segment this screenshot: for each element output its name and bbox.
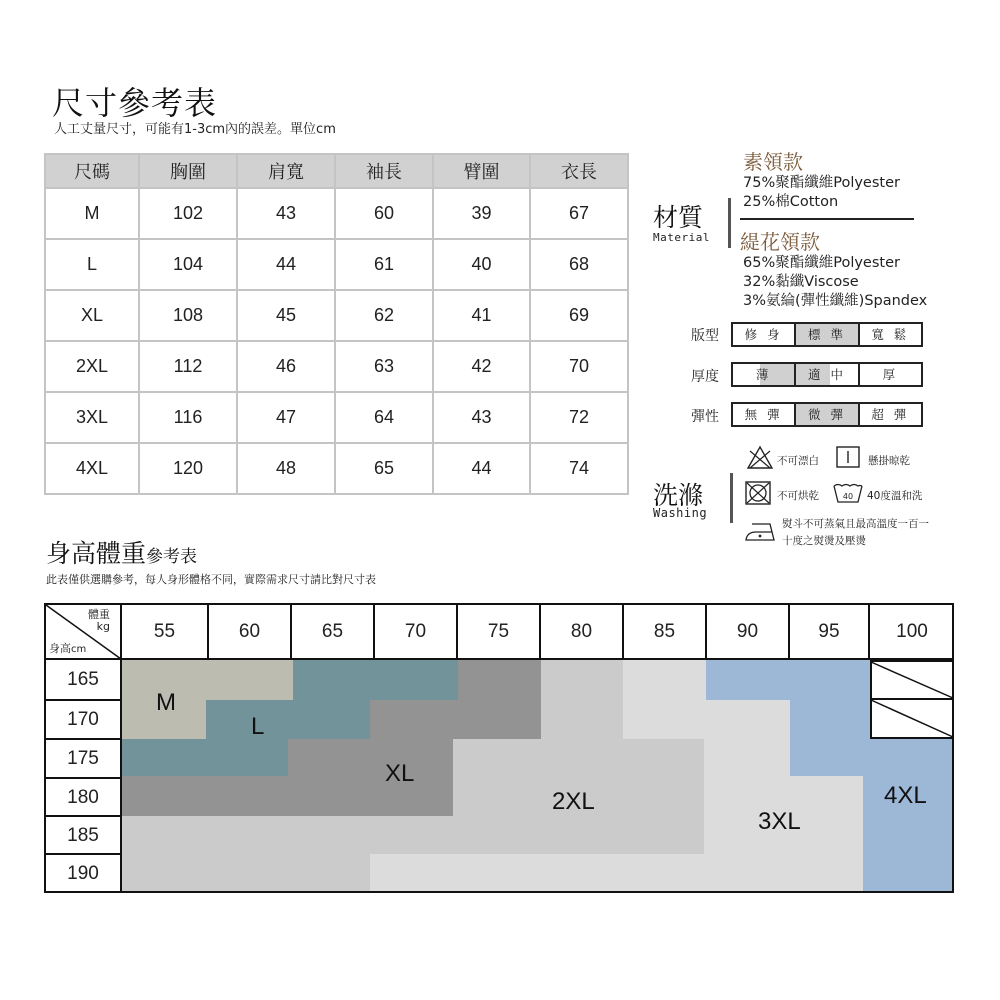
washing-label: 洗滌 — [653, 481, 704, 510]
body-chart-title-main: 身高體重 — [46, 539, 147, 568]
chest-cell: 104 — [139, 239, 237, 290]
weight-header: 55 — [122, 603, 209, 660]
size-cell: 2XL — [45, 341, 139, 392]
shoulder-cell: 47 — [237, 392, 335, 443]
stretch-label: 彈性 — [691, 409, 719, 425]
arm-cell: 44 — [433, 443, 530, 494]
arm-cell: 39 — [433, 188, 530, 239]
wash-40-text: 40度溫和洗 — [867, 490, 923, 502]
height-row-label: 165 — [67, 669, 99, 690]
no-tumble-dry-icon — [744, 480, 772, 506]
material-label: 材質 — [653, 203, 704, 232]
column-header: 袖長 — [335, 154, 433, 188]
arm-cell: 41 — [433, 290, 530, 341]
size-table — [44, 153, 629, 495]
stretch-option-high: 超 彈 — [858, 404, 921, 425]
iron-text-line1: 熨斗不可蒸氣且最高溫度一百一 — [782, 518, 929, 530]
weight-header: 100 — [896, 621, 928, 642]
weight-header: 65 — [292, 603, 375, 660]
composition-line: 3%氨綸(彈性纖維)Spandex — [743, 293, 928, 309]
fit-option-slim: 修 身 — [733, 324, 794, 345]
thickness-scale — [731, 362, 923, 387]
size-cell: M — [45, 188, 139, 239]
material-divider-bar — [728, 198, 731, 248]
no-bleach-text: 不可漂白 — [777, 455, 819, 467]
page-subtitle: 人工丈量尺寸，可能有1-3cm內的誤差。單位cm — [54, 122, 336, 137]
column-header: 胸圍 — [139, 154, 237, 188]
weight-axis-label: 體重 — [88, 608, 110, 621]
length-cell: 70 — [530, 341, 628, 392]
size-cell: 4XL — [45, 443, 139, 494]
thickness-option-medium: 適 中 — [794, 364, 857, 385]
wash-temp-value: 40 — [842, 492, 854, 501]
size-table-header — [45, 154, 628, 188]
no-bleach-icon — [746, 445, 774, 470]
shoulder-cell: 43 — [237, 188, 335, 239]
weight-axis-unit: kg — [96, 620, 110, 633]
weight-header: 95 — [790, 603, 870, 660]
thickness-label: 厚度 — [691, 369, 719, 385]
washing-label-en: Washing — [653, 506, 708, 520]
sleeve-cell: 65 — [335, 443, 433, 494]
zone-label-4xl: 4XL — [884, 782, 927, 809]
height-axis-label-text: 身高 — [49, 642, 71, 655]
hang-dry-text: 懸掛晾乾 — [868, 455, 910, 467]
fit-option-loose: 寬 鬆 — [858, 324, 921, 345]
table-row — [45, 392, 628, 443]
composition-line: 25%棉Cotton — [743, 194, 839, 210]
sleeve-cell: 62 — [335, 290, 433, 341]
weight-header: 90 — [707, 603, 790, 660]
column-header: 尺碼 — [45, 154, 139, 188]
height-row-label: 175 — [44, 738, 122, 777]
hang-dry-icon — [836, 446, 860, 468]
table-row — [45, 443, 628, 494]
arm-cell: 43 — [433, 392, 530, 443]
sleeve-cell: 64 — [335, 392, 433, 443]
fit-label: 版型 — [691, 328, 719, 344]
chest-cell: 102 — [139, 188, 237, 239]
height-row-label: 190 — [44, 853, 122, 892]
chest-cell: 108 — [139, 290, 237, 341]
thickness-option-thick: 厚 — [858, 364, 921, 385]
column-header: 肩寬 — [237, 154, 335, 188]
size-cell: L — [45, 239, 139, 290]
arm-cell: 42 — [433, 341, 530, 392]
zone-label-2xl: 2XL — [552, 788, 595, 815]
table-row — [45, 290, 628, 341]
sleeve-cell: 63 — [335, 341, 433, 392]
zone-label-xl: XL — [385, 760, 415, 787]
iron-low-icon — [744, 518, 776, 544]
length-cell: 68 — [530, 239, 628, 290]
material-label-en: Material — [653, 231, 710, 244]
body-chart-subtitle: 此表僅供選購參考，每人身形體格不同，實際需求尺寸請比對尺寸表 — [46, 573, 376, 586]
page-title: 尺寸參考表 — [52, 84, 218, 122]
plain-collar-composition — [743, 174, 900, 212]
height-axis-unit: cm — [71, 644, 87, 655]
shoulder-cell: 46 — [237, 341, 335, 392]
shoulder-cell: 44 — [237, 239, 335, 290]
weight-header: 85 — [624, 603, 707, 660]
thickness-option-thin: 薄 — [733, 364, 794, 385]
size-cell: 3XL — [45, 392, 139, 443]
jacquard-collar-composition — [743, 254, 927, 311]
body-chart-title — [46, 534, 197, 570]
height-row-label: 180 — [44, 777, 122, 816]
table-row — [45, 239, 628, 290]
fit-scale — [731, 322, 923, 347]
fit-option-regular: 標 準 — [794, 324, 857, 345]
washing-divider-bar — [730, 473, 733, 523]
height-row-label: 170 — [44, 699, 122, 739]
zone-label-3xl: 3XL — [758, 808, 801, 835]
chart-frame — [44, 603, 954, 893]
weight-header: 60 — [209, 603, 292, 660]
column-header: 臂圍 — [433, 154, 530, 188]
composition-line: 32%黏纖Viscose — [743, 274, 859, 290]
jacquard-collar-heading: 緹花領款 — [740, 230, 820, 254]
column-header: 衣長 — [530, 154, 628, 188]
stretch-scale — [731, 402, 923, 427]
composition-line: 65%聚酯纖維Polyester — [743, 255, 900, 271]
size-cell: XL — [45, 290, 139, 341]
length-cell: 69 — [530, 290, 628, 341]
height-weight-chart — [44, 603, 954, 893]
length-cell: 72 — [530, 392, 628, 443]
plain-collar-heading: 素領款 — [743, 150, 803, 174]
shoulder-cell: 48 — [237, 443, 335, 494]
arm-cell: 40 — [433, 239, 530, 290]
body-chart-title-suffix: 參考表 — [146, 547, 198, 567]
shoulder-cell: 45 — [237, 290, 335, 341]
composition-line: 75%聚酯纖維Polyester — [743, 175, 900, 191]
weight-header: 80 — [541, 603, 624, 660]
height-row-label: 185 — [44, 815, 122, 854]
chest-cell: 116 — [139, 392, 237, 443]
table-row — [45, 341, 628, 392]
chest-cell: 112 — [139, 341, 237, 392]
stretch-option-none: 無 彈 — [733, 404, 794, 425]
sleeve-cell: 60 — [335, 188, 433, 239]
material-divider-line — [740, 218, 914, 220]
iron-text-line2: 十度之熨燙及壓燙 — [782, 535, 866, 547]
table-row — [45, 188, 628, 239]
chest-cell: 120 — [139, 443, 237, 494]
length-cell: 67 — [530, 188, 628, 239]
wash-40-icon — [832, 482, 864, 504]
length-cell: 74 — [530, 443, 628, 494]
stretch-option-slight: 微 彈 — [794, 404, 857, 425]
zone-label-m: M — [156, 689, 176, 716]
weight-header: 70 — [375, 603, 458, 660]
sleeve-cell: 61 — [335, 239, 433, 290]
weight-header: 75 — [458, 603, 541, 660]
no-tumble-dry-text: 不可烘乾 — [777, 490, 819, 502]
zone-label-l: L — [251, 713, 265, 740]
